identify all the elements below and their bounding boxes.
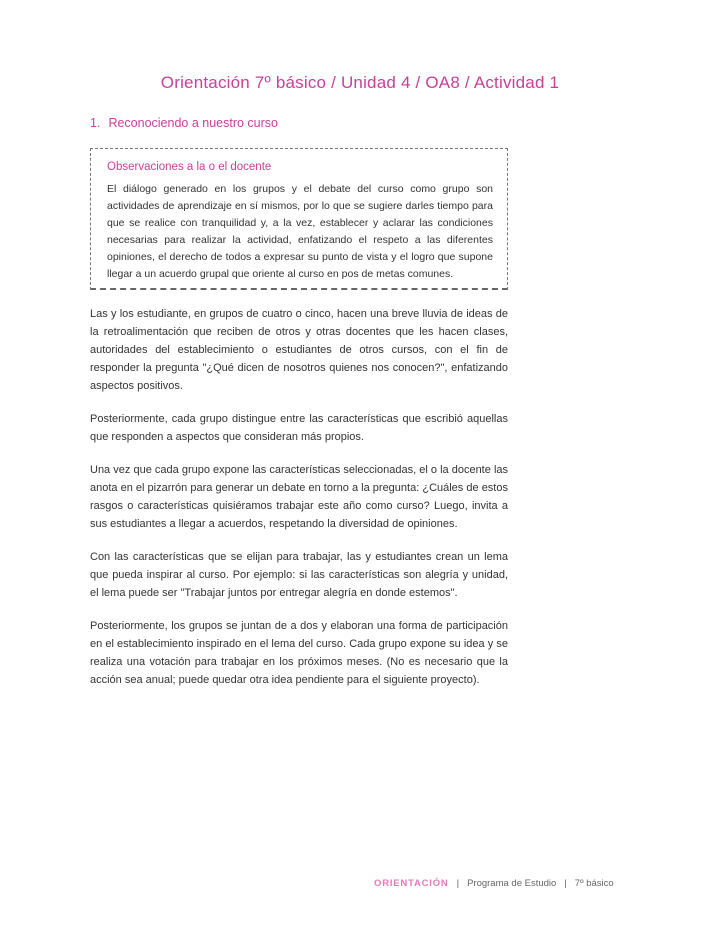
paragraph: Posteriormente, cada grupo distingue entre las características que escribió aquellas que responden a aspectos que consideran más propios.	[90, 413, 508, 443]
page-title: Orientación 7º básico / Unidad 4 / OA8 / Actividad 1	[160, 73, 560, 93]
footer-brand: ORIENTACIÓN	[374, 878, 449, 889]
activity-content	[90, 305, 508, 704]
teacher-notes-box	[90, 148, 508, 290]
paragraph: Con las características que se elijan para trabajar, las y estudiantes crean un lema que pueda inspirar al curso. Por ejemplo: si las características son alegría y unidad, el lema puede ser "Trabajar juntos por entregar alegría en donde estemos".	[90, 551, 508, 599]
paragraph: Una vez que cada grupo expone las características seleccionadas, el o la docente las anota en el pizarrón para generar un debate en torno a la pregunta: ¿Cuáles de estos rasgos o características quisiéramos trabajar este año como curso? Luego, invita a sus estudiantes a llegar a acuerdos, respetando la diversidad de opiniones.	[90, 464, 508, 530]
paragraph: Las y los estudiante, en grupos de cuatro o cinco, hacen una breve lluvia de ideas de la retroalimentación que reciben de otros y otras docentes que les hacen clases, autoridades del establecimiento o estudiantes de otros cursos, con el fin de responder la pregunta "¿Qué dicen de nosotros quienes nos conocen?", enfatizando aspectos positivos.	[90, 308, 508, 392]
footer-grade: 7º básico	[574, 878, 614, 889]
section-title: Reconociendo a nuestro curso	[108, 116, 278, 130]
paragraph: Posteriormente, los grupos se juntan de a dos y elaboran una forma de participación en el establecimiento inspirado en el lema del curso. Cada grupo expone su idea y se realiza una votación para trabajar en los próximos meses. (No es necesario que la acción sea anual; puede quedar otra idea pendiente para el siguiente proyecto).	[90, 620, 508, 686]
teacher-notes-text: El diálogo generado en los grupos y el debate del curso como grupo son actividades de aprendizaje en sí mismos, por lo que se sugiere darles tiempo para que se realice con tranquilidad y, a la vez, establecer y aclarar las condiciones necesarias para realizar la actividad, enfatizando el respeto a las diferentes opiniones, el derecho de todos a expresar su punto de vista y el logro que supone llegar a un acuerdo grupal que oriente al curso en pos de metas comunes.	[107, 183, 493, 280]
section-number: 1.	[90, 116, 101, 130]
page-footer	[374, 878, 614, 889]
footer-separator: |	[564, 878, 567, 889]
teacher-notes-title: Observaciones a la o el docente	[107, 161, 272, 173]
section-heading	[90, 116, 278, 130]
footer-separator: |	[456, 878, 460, 889]
footer-program: Programa de Estudio	[467, 878, 557, 889]
